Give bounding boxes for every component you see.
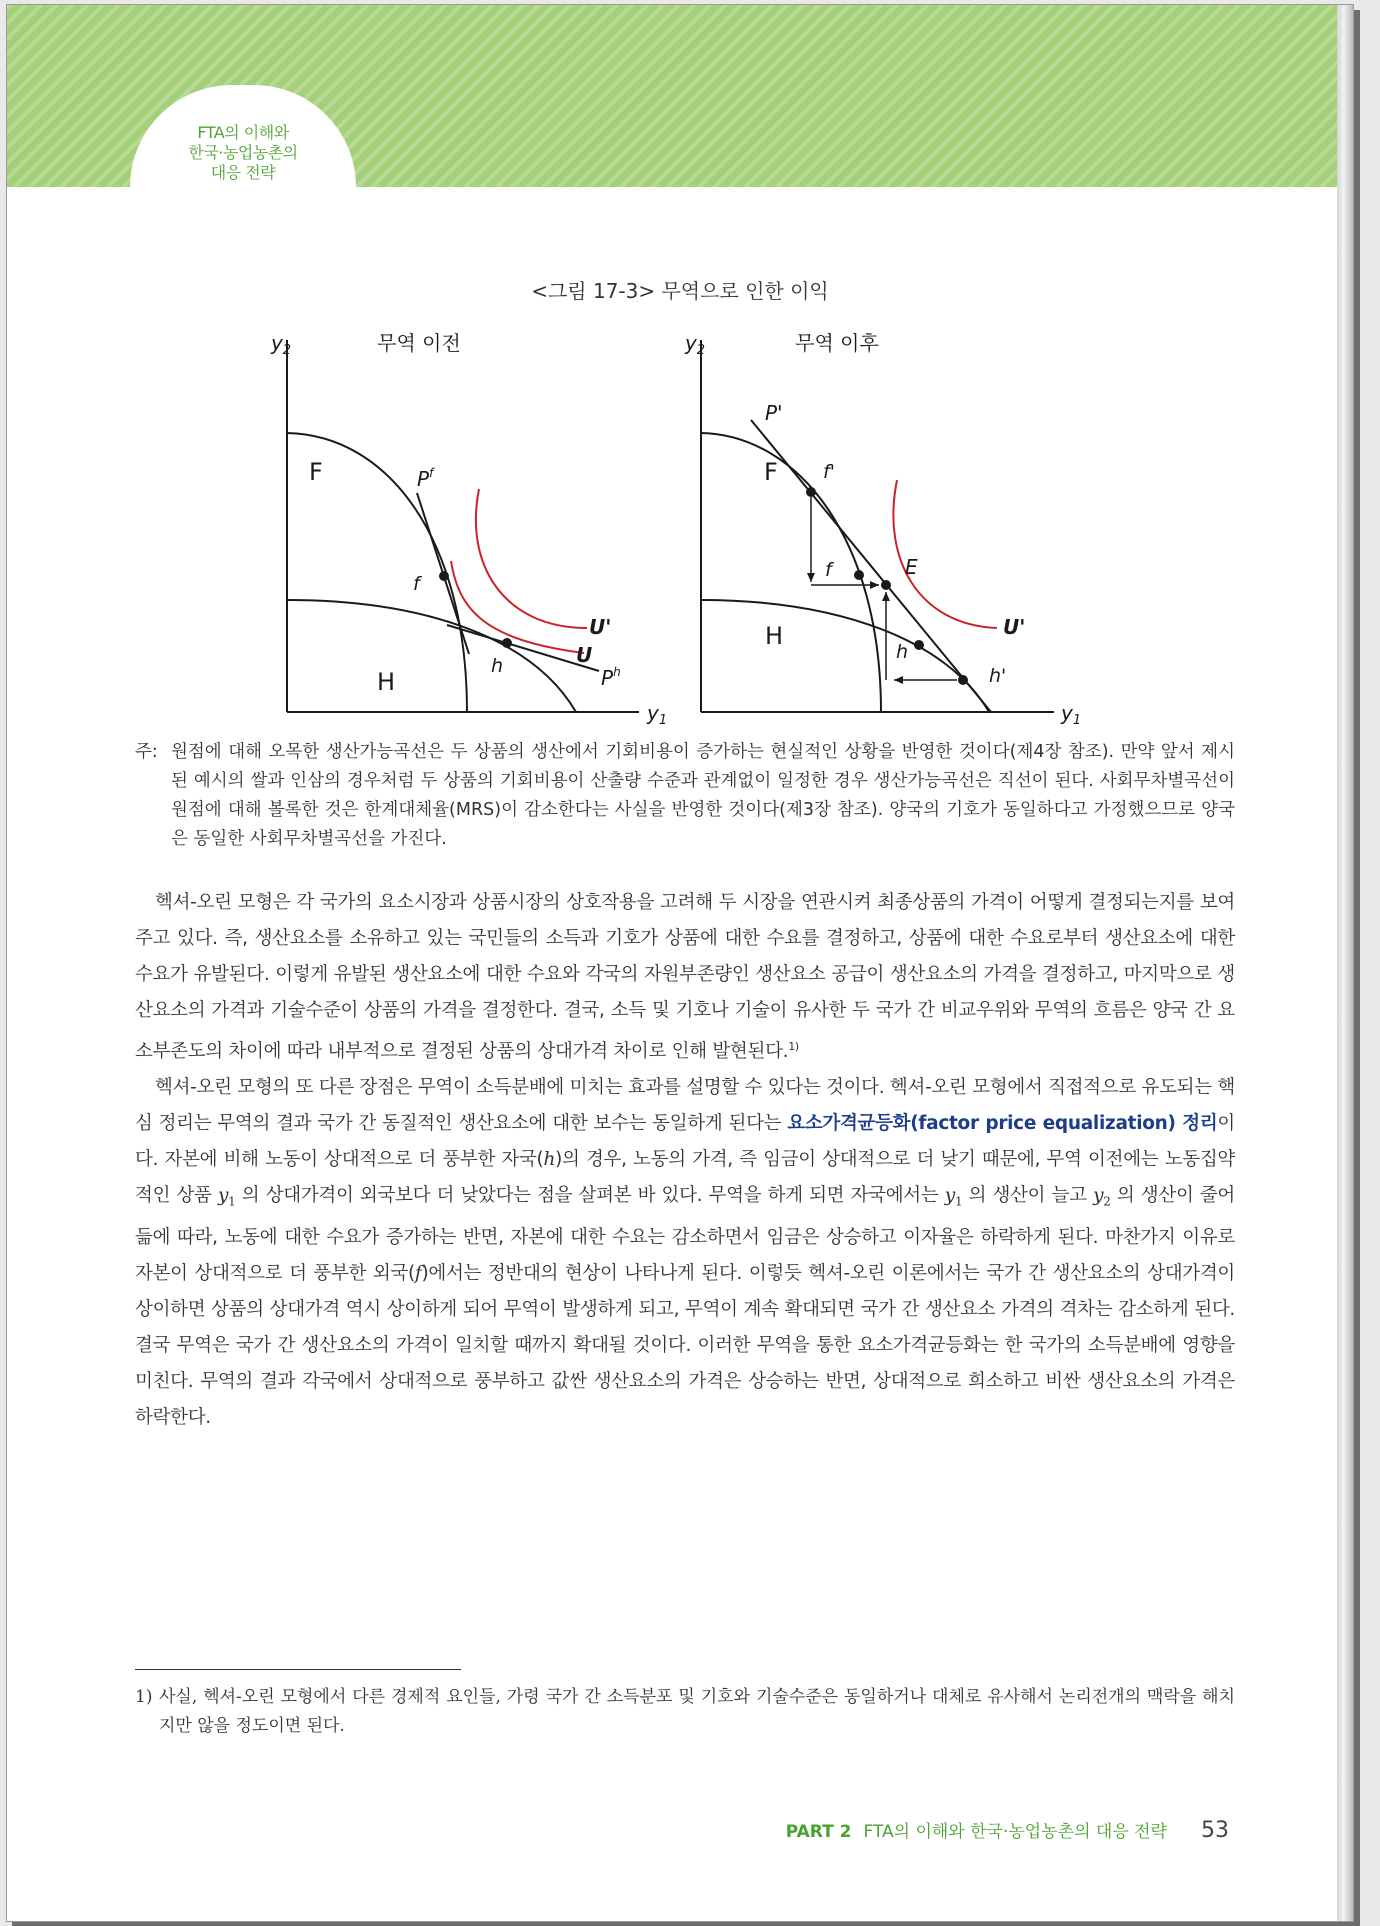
paragraph-1-text: 헥셔-오린 모형은 각 국가의 요소시장과 상품시장의 상호작용을 고려해 두 시장을 연관시켜 최종상품의 가격이 어떻게 결정되는지를 보여주고 있다. 즉, 생산요소를 소유하고 있는 국민들의 소득과 기호가 상품에 대한 수요를 결정하고, 상품에 대한 수요로부터 생산요소에 대한 수요가 유발된다. 이렇게 유발된 생산요소에 대한 수요와 각국의 자원부존량인 생산요소 공급이 생산요소의 가격을 결정하고, 마지막으로 생산요소의 가격과 기술수준이 상품의 가격을 결정한다. 결국, 소득 및 기호나 기술이 유사한 두 국가 간 비교우위와 무역의 흐름은 양국 간 요소부존도의 차이에 따라 내부적으로 결정된 상품의 상대가격 차이로 인해 발현된다.: [135, 892, 1235, 1063]
var-y1-a: [217, 1185, 236, 1209]
right-x-axis-sub: 1: [1072, 713, 1082, 728]
badge-line-1: FTA의 이해와: [197, 123, 289, 142]
figure-note: [135, 738, 1235, 854]
right-label-f-prime: f': [823, 461, 835, 483]
left-label-ph-sup: h: [613, 665, 621, 679]
footnote-ref: 1): [788, 1040, 799, 1053]
left-point-f: [439, 571, 449, 581]
right-x-axis-label: [1060, 701, 1081, 728]
var-y2: [1093, 1185, 1111, 1209]
left-label-pf-sup: f: [429, 466, 434, 480]
p2-part-g: )에서는 정반대의 현상이 나타나게 된다. 이렇듯 헥셔-오린 이론에서는 국가 간 생산요소의 상대가격이 상이하면 상품의 상대가격 역시 상이하게 되어 무역이 발생하게 되고, 무역이 계속 확대되면 국가 간 생산요소 가격의 격차는 감소하게 된다. 결국 무역은 국가 간 생산요소의 가격이 일치할 때까지 확대될 것이다. 이러한 무역을 통한 요소가격균등화는 한 국가의 소득분배에 영향을 미친다. 무역의 결과 각국에서 상대적으로 풍부하고 값싼 생산요소의 가격은 상승하는 반면, 상대적으로 희소하고 비싼 생산요소의 가격은 하락한다.: [135, 1262, 1235, 1428]
var-y1-a-base: y: [217, 1185, 229, 1207]
key-term-fpe: 요소가격균등화(factor price equalization) 정리: [787, 1113, 1218, 1135]
body-text: [135, 885, 1235, 1436]
figure-title: <그림 17-3> 무역으로 인한 이익: [531, 279, 829, 303]
right-ppf-foreign: [701, 433, 881, 712]
left-x-axis-label: [646, 701, 667, 728]
right-y-axis-var: y: [684, 331, 697, 355]
paragraph-2: [135, 1070, 1235, 1436]
right-point-e: [881, 580, 891, 590]
p2-part-f: 의 생산이 줄어듦에 따라, 노동에 대한 수요가 증가하는 반면, 자본에 대한 수요는 감소하면서 임금은 상승하고 이자율은 하락하게 된다. 마찬가지 이유로 자본이 상대적으로 더 풍부한 외국(: [135, 1185, 1236, 1284]
page-number: 53: [1201, 1818, 1229, 1843]
left-label-f: f: [413, 573, 420, 595]
left-point-h: [502, 638, 512, 648]
var-y2-sub: 2: [1103, 1194, 1111, 1209]
left-x-axis-sub: 1: [658, 713, 668, 728]
left-label-h: h: [491, 655, 504, 677]
left-label-u: U: [576, 643, 593, 667]
right-panel: [684, 331, 1081, 728]
left-label-pf: [417, 466, 435, 491]
right-label-u-prime: U': [1003, 615, 1026, 639]
badge-line-2: 한국·농업농촌의: [188, 143, 298, 162]
note-text: 원점에 대해 오목한 생산가능곡선은 두 상품의 생산에서 기회비용이 증가하는 현실적인 상황을 반영한 것이다(제4장 참조). 만약 앞서 제시된 예시의 쌀과 인삼의 경우처럼 두 상품의 기회비용이 산출량 수준과 관계없이 일정한 경우 생산가능곡선은 직선이 된다. 사회무차별곡선이 원점에 대해 볼록한 것은 한계대체율(MRS)이 감소한다는 사실을 반영한 것이다(제3장 참조). 양국의 기호가 동일하다고 가정했으므로 양국은 동일한 사회무차별곡선을 가진다.: [171, 742, 1235, 849]
p2-part-c: )의 경우, 노동의 가격, 즉 임금이 상대적으로 더 낮기 때문에, 무역 이전에는 노동집약적인 상품: [135, 1149, 1235, 1207]
right-y-axis-sub: 2: [696, 343, 706, 358]
note-label: 주:: [135, 742, 158, 762]
var-f: f: [414, 1262, 422, 1284]
book-page: [6, 4, 1354, 1922]
right-point-h: [914, 640, 924, 650]
left-y-axis-label: [270, 331, 291, 358]
badge-line-3: 대응 전략: [210, 163, 276, 182]
page-footer: [786, 1817, 1229, 1843]
left-label-H: H: [377, 668, 396, 696]
left-label-ph-var: P: [601, 666, 614, 690]
left-indifference-u-prime: [476, 489, 587, 628]
left-label-F: F: [309, 458, 323, 486]
var-y1-b: [944, 1185, 963, 1209]
right-point-f: [854, 570, 864, 580]
right-label-H: H: [765, 622, 784, 650]
right-panel-title: 무역 이후: [795, 331, 879, 355]
right-label-f: f: [825, 559, 832, 581]
right-world-price-line: [751, 420, 991, 712]
left-panel: [270, 331, 667, 728]
right-y-axis-label: [684, 331, 705, 358]
var-h: h: [543, 1149, 556, 1171]
footnote-divider: [135, 1669, 461, 1670]
var-y2-base: y: [1093, 1185, 1104, 1207]
paragraph-1: [135, 885, 1235, 1070]
right-label-h: h: [896, 641, 909, 663]
p2-part-a: 헥셔-오린 모형의 또 다른 장점은 무역이 소득분배에 미치는 효과를 설명할 수 있다는 것이다. 헥셔-오린 모형에서 직접적으로 유도되는 핵심 정리는 무역의 결과 국가 간 동질적인 생산요소에 대한 보수는 동일하게 된다는: [135, 1077, 1235, 1135]
left-label-pf-var: P: [417, 467, 430, 491]
right-label-p-prime: P': [765, 401, 783, 425]
right-label-F: F: [764, 458, 778, 486]
p2-part-b: 이다. 자본에 비해 노동이 상대적으로 더 풍부한 자국(: [135, 1113, 1235, 1171]
trade-gains-diagram: [269, 320, 1099, 735]
right-label-h-prime: h': [989, 665, 1007, 687]
left-panel-title: 무역 이전: [377, 331, 461, 355]
right-point-f-prime: [806, 487, 816, 497]
right-x-axis-var: y: [1061, 701, 1073, 725]
left-y-axis-sub: 2: [282, 343, 292, 358]
var-y1-b-sub: 1: [954, 1194, 963, 1209]
left-y-axis-var: y: [270, 331, 283, 355]
p2-part-d: 의 상대가격이 외국보다 더 낮았다는 점을 살펴본 바 있다. 무역을 하게 되면 자국에서는: [235, 1185, 945, 1207]
left-label-u-prime: U': [589, 615, 612, 639]
left-label-ph: [601, 665, 621, 690]
footnote-text: 사실, 헥셔-오린 모형에서 다른 경제적 요인들, 가령 국가 간 소득분포 및 기호와 기술수준은 동일하거나 대체로 유사해서 논리전개의 맥락을 해치지만 않을 정도이면 된다.: [159, 1687, 1235, 1736]
right-indifference-u-prime: [893, 480, 997, 628]
var-y1-b-base: y: [944, 1185, 955, 1207]
right-label-e: E: [905, 555, 918, 579]
footnote-number: 1): [135, 1687, 153, 1707]
footer-title: FTA의 이해와 한국·농업농촌의 대응 전략: [863, 1822, 1167, 1842]
left-x-axis-var: y: [647, 701, 659, 725]
p2-part-e: 의 생산이 늘고: [962, 1185, 1094, 1207]
right-point-h-prime: [958, 675, 968, 685]
footer-part: PART 2: [785, 1822, 852, 1842]
footnote: [135, 1683, 1235, 1741]
var-y1-a-sub: 1: [228, 1194, 236, 1209]
